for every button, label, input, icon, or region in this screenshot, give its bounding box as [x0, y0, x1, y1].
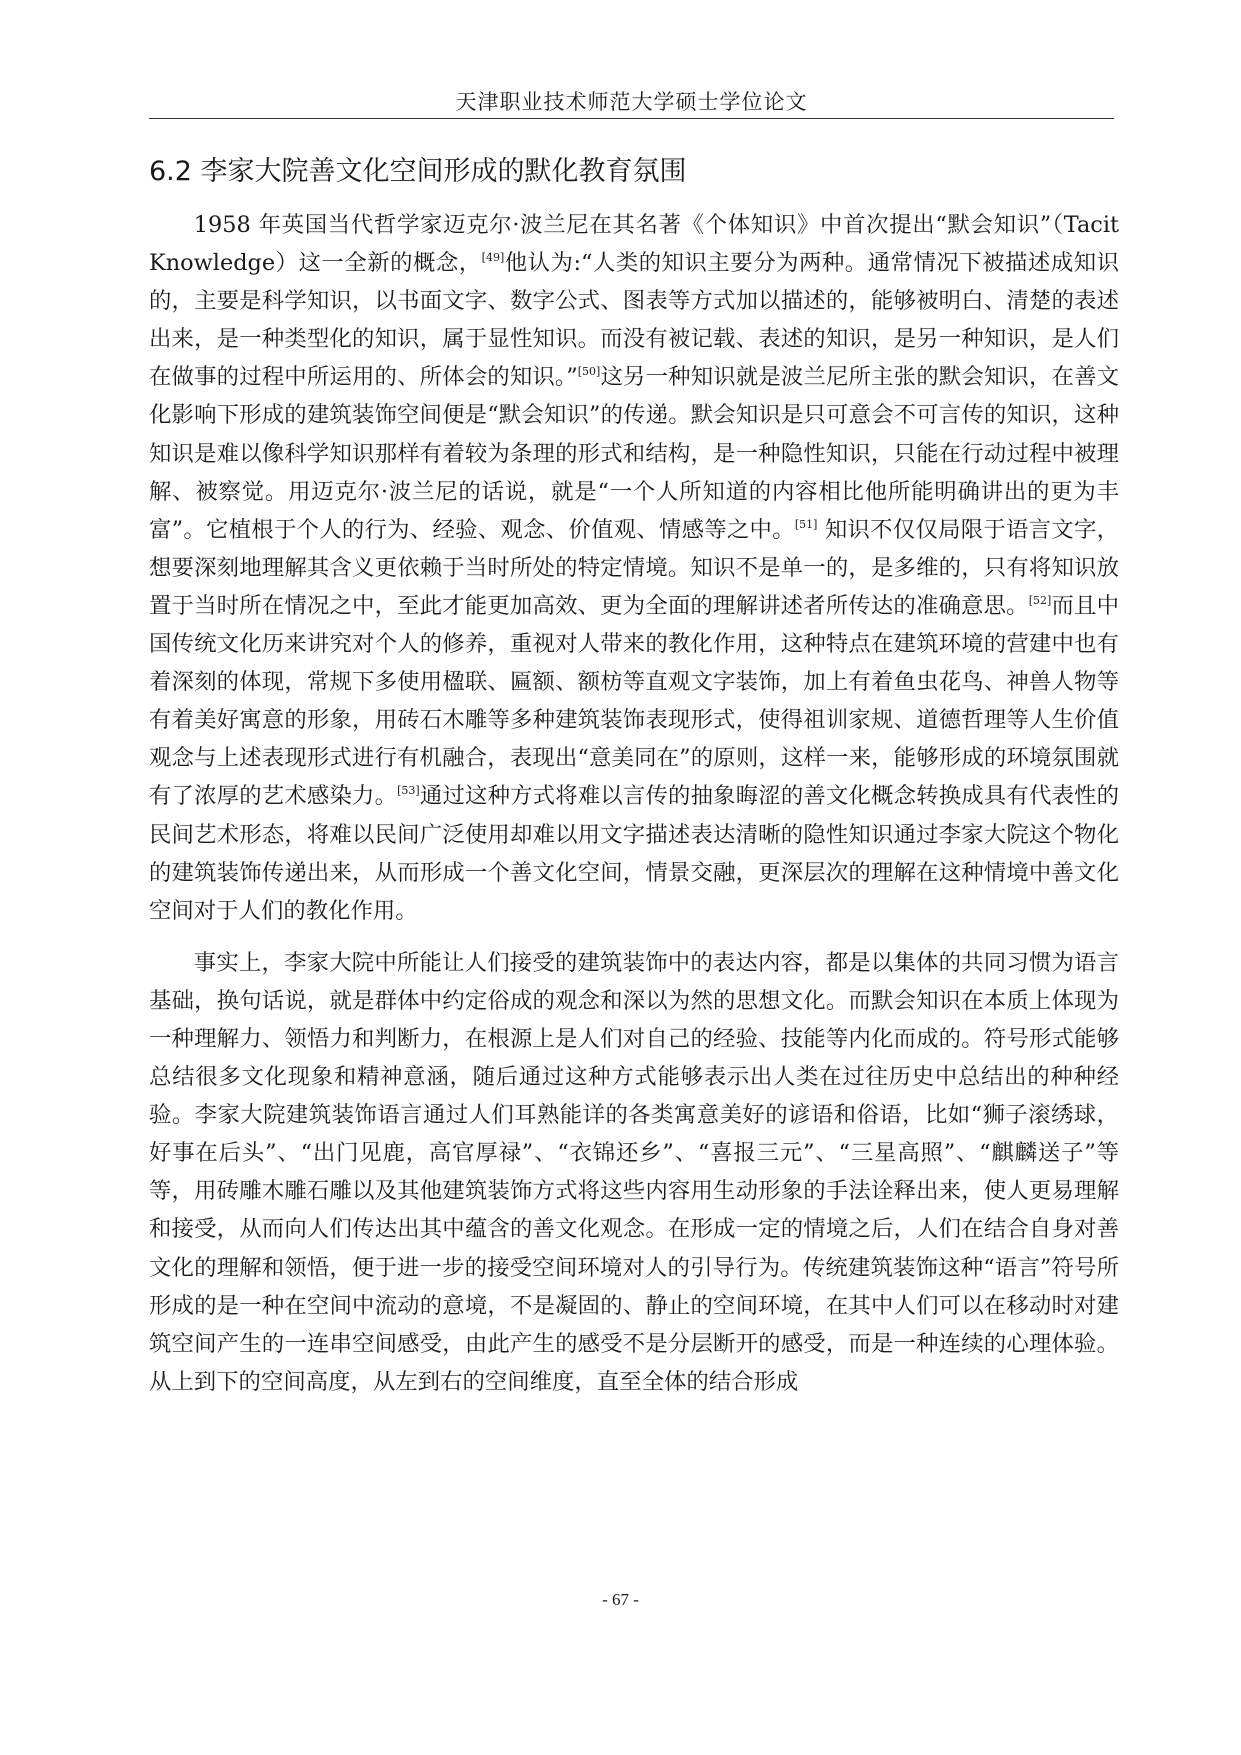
citation-marker: [51] [794, 517, 818, 531]
paragraph-text: 1958 年英国当代哲学家迈克尔·波兰尼在其名著《个体知识》中首次提出“默会知识”（Tacit Knowledge）这一全新的概念， [149, 212, 1119, 277]
page-number: - 67 - [602, 1590, 639, 1609]
body-text [149, 206, 1119, 1401]
paragraph-2 [149, 944, 1119, 1401]
citation-marker: [53] [397, 784, 420, 798]
paragraph-text: 而且中国传统文化历来讲究对个人的修养，重视对人带来的教化作用，这种特点在建筑环境的营建中也有着深刻的体现，常规下多使用楹联、匾额、额枋等直观文字装饰，加上有着鱼虫花鸟、神兽人物等有着美好寓意的形象，用砖石木雕等多种建筑装饰表现形式，使得祖训家规、道德哲理等人生价值观念与上述表现形式进行有机融合，表现出“意美同在”的原则，这样一来，能够形成的环境氛围就有了浓厚的艺术感染力。 [149, 592, 1120, 810]
paragraph-1 [149, 206, 1119, 930]
citation-marker: [52] [1028, 593, 1052, 607]
citation-marker: [50] [577, 365, 601, 379]
paragraph-text: 通过这种方式将难以言传的抽象晦涩的善文化概念转换成具有代表性的民间艺术形态，将难以民间广泛使用却难以用文字描述表达清晰的隐性知识通过李家大院这个物化的建筑装饰传递出来，从而形成一个善文化空间，情景交融，更深层次的理解在这种情境中善文化空间对于人们的教化作用。 [149, 783, 1120, 924]
section-title: 6.2 李家大院善文化空间形成的默化教育氛围 [149, 156, 687, 187]
paragraph-text: 事实上，李家大院中所能让人们接受的建筑装饰中的表达内容，都是以集体的共同习惯为语言基础，换句话说，就是群体中约定俗成的观念和深以为然的思想文化。而默会知识在本质上体现为一种理解力、领悟力和判断力，在根源上是人们对自己的经验、技能等内化而成的。符号形式能够总结很多文化现象和精神意涵，随后通过这种方式能够表示出人类在过往历史中总结出的种种经验。李家大院建筑装饰语言通过人们耳熟能详的各类寓意美好的谚语和俗语，比如“狮子滚绣球，好事在后头”、“出门见鹿，高官厚禄”、“衣锦还乡”、“喜报三元”、“三星高照”、“麒麟送子”等等，用砖雕木雕石雕以及其他建筑装饰方式将这些内容用生动形象的手法诠释出来，使人更易理解和接受，从而向人们传达出其中蕴含的善文化观念。在形成一定的情境之后，人们在结合自身对善文化的理解和领悟，便于进一步的接受空间环境对人的引导行为。传统建筑装饰这种“语言”符号所形成的是一种在空间中流动的意境，不是凝固的、静止的空间环境，在其中人们可以在移动时对建筑空间产生的一连串空间感受，由此产生的感受不是分层断开的感受，而是一种连续的心理体验。从上到下的空间高度，从左到右的空间维度，直至全体的结合形成 [149, 949, 1119, 1395]
running-header: 天津职业技术师范大学硕士学位论文 [149, 86, 1114, 119]
paragraph-text: 这另一种知识就是波兰尼所主张的默会知识，在善文化影响下形成的建筑装饰空间便是“默会知识”的传递。默会知识是只可意会不可言传的知识，这种知识是难以像科学知识那样有着较为条理的形式和结构，是一种隐性知识，只能在行动过程中被理解、被察觉。用迈克尔·波兰尼的话说，就是“一个人所知道的内容相比他所能明确讲出的更为丰富”。它植根于个人的行为、经验、观念、价值观、情感等之中。 [149, 364, 1120, 543]
paragraph-text: 知识不仅仅局限于语言文字，想要深刻地理解其含义更依赖于当时所处的特定情境。知识不是单一的，是多维的，只有将知识放置于当时所在情况之中，至此才能更加高效、更为全面的理解讲述者所传达的准确意思。 [149, 516, 1119, 619]
citation-marker: [49] [481, 251, 505, 265]
paragraph-text: 他认为:“人类的知识主要分为两种。通常情况下被描述成知识的，主要是科学知识，以书面文字、数字公式、图表等方式加以描述的，能够被明白、清楚的表述出来，是一种类型化的知识，属于显性知识。而没有被记载、表述的知识，是另一种知识，是人们在做事的过程中所运用的、所体会的知识。” [149, 250, 1119, 391]
